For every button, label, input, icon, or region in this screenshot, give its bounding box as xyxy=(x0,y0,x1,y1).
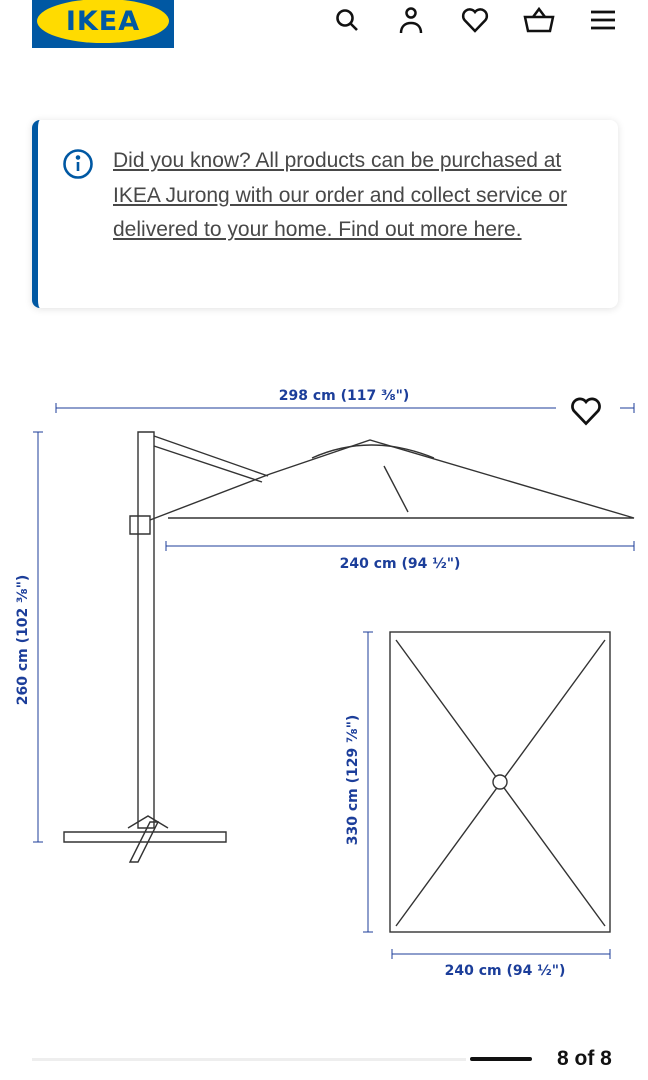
carousel-scrollbar-thumb[interactable] xyxy=(470,1057,532,1061)
heart-icon[interactable] xyxy=(458,4,492,36)
dim-canopy-width-top: 240 cm (94 ½") xyxy=(444,963,566,979)
info-icon xyxy=(62,148,94,180)
info-notice xyxy=(32,120,618,308)
user-icon[interactable] xyxy=(394,4,428,36)
ikea-logo[interactable]: IKEA xyxy=(32,0,174,48)
carousel-counter: 8 of 8 xyxy=(557,1047,612,1070)
search-icon[interactable] xyxy=(330,4,364,36)
notice-link[interactable]: Did you know? All products can be purchased at IKEA Jurong with our order and collect service or delivered to your home. Find out more here. xyxy=(113,149,568,241)
add-to-favourites-icon[interactable] xyxy=(570,396,602,426)
dim-height: 260 cm (102 ⅜") xyxy=(15,574,31,706)
dim-canopy-width: 240 cm (94 ½") xyxy=(339,556,461,572)
umbrella-top-view xyxy=(390,632,610,932)
dim-canopy-length: 330 cm (129 ⅞") xyxy=(345,714,361,846)
dimension-diagram xyxy=(0,370,648,990)
dim-total-width: 298 cm (117 ⅜") xyxy=(278,388,410,404)
basket-icon[interactable] xyxy=(522,4,556,36)
menu-icon[interactable] xyxy=(586,4,620,36)
carousel-scrollbar-track[interactable] xyxy=(32,1058,466,1061)
